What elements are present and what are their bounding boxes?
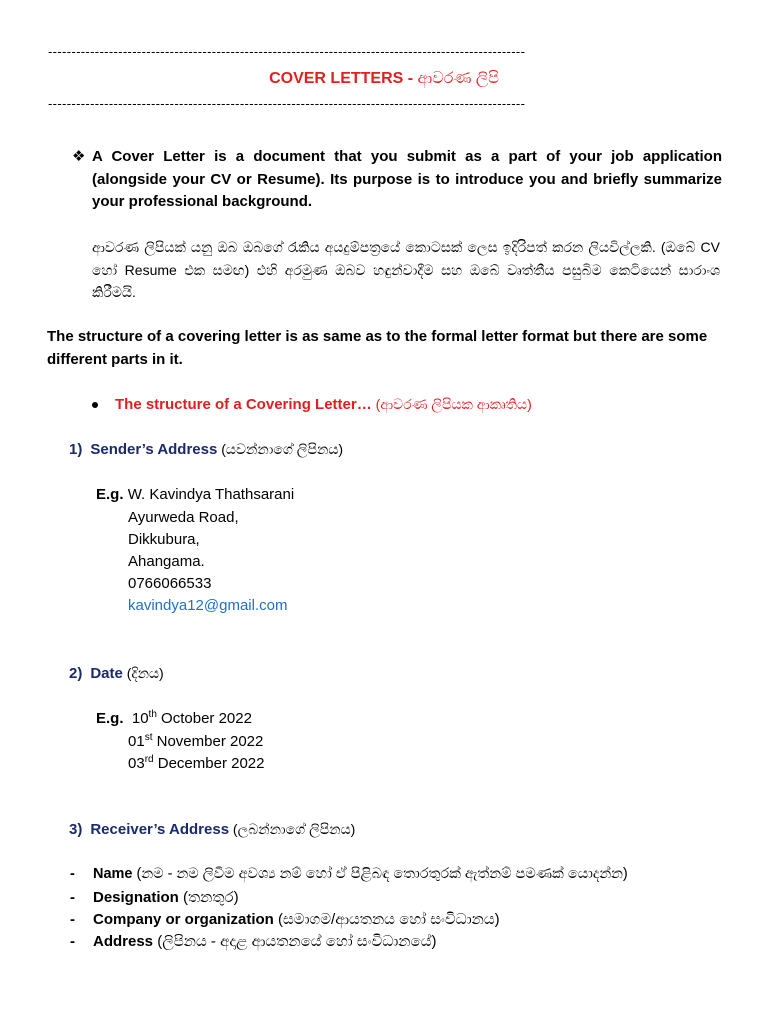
date-day: 03 — [128, 755, 145, 772]
intro-english-text: A Cover Letter is a document that you submit as a part of your job application (alongside your CV or Resume). Its purpose is to introduce you and briefly summarize your professional background. — [92, 148, 722, 210]
receiver-item-company — [70, 911, 730, 928]
dash-bullet-icon: - — [70, 933, 75, 950]
date-line — [128, 754, 265, 772]
dash-bullet-icon: - — [70, 889, 75, 906]
receiver-item-label: Address — [93, 933, 154, 950]
section-number: 2) — [69, 665, 83, 682]
receiver-item-label: Designation — [93, 889, 179, 906]
section-heading-sender — [69, 441, 343, 458]
receiver-item-label: Company or organization — [93, 911, 274, 928]
section-sinhala: (දිනය) — [122, 665, 164, 681]
section-label: Receiver’s Address — [90, 821, 230, 838]
date-rest: December 2022 — [153, 755, 265, 772]
receiver-item-sinhala: (ලිපිනය - අදාළ ආයතනයේ හෝ සංවිධානයේ) — [153, 933, 437, 950]
diamond-bullet-icon: ❖ — [72, 148, 86, 165]
date-rest: October 2022 — [156, 710, 252, 727]
receiver-item-address — [70, 933, 730, 950]
page-title — [0, 70, 768, 88]
date-suffix: st — [144, 732, 153, 743]
section-number: 3) — [69, 821, 83, 838]
receiver-item-sinhala: (නම - නම ලිවීම අවශ්‍ය නම් හෝ ඒ පිළිබඳ තොරතුරක් ඇත්නම් පමණක් යොදන්න) — [132, 866, 628, 882]
dash-bullet-icon: - — [70, 866, 75, 882]
date-eg-line — [96, 709, 252, 727]
date-rest: November 2022 — [152, 733, 264, 750]
section-sinhala: (යවන්නාගේ ලිපිනය) — [217, 441, 344, 457]
structure-heading-english: The structure of a Covering Letter… — [115, 396, 372, 413]
bottom-separator: ------------------------------------------------------------------------------------------------------ — [48, 96, 526, 111]
section-heading-receiver — [69, 821, 355, 838]
sender-name: W. Kavindya Thathsarani — [127, 486, 295, 503]
receiver-item-designation — [70, 889, 730, 906]
intro-sinhala-text: ආවරණ ලිපියක් යනු ඔබ ඔබගේ රැකිය අයදුම්පත්‍රයේ කොටසක් ලෙස ඉදිරිපත් කරන ලියවිල්ලකි. (ඔබේ CV හෝ Resume එක සමඟ) එහි අරමුණ ඔබව හඳුන්වාදීම සහ ඔබේ වෘත්තීය පසුබිම කෙටියෙන් සාරාංශ කිරීමයි. — [92, 239, 720, 300]
section-sinhala: (ලබන්නාගේ ලිපිනය) — [229, 821, 356, 837]
section-label: Date — [90, 665, 123, 682]
sender-address-line: Ahangama. — [128, 553, 205, 570]
dash-bullet-icon: - — [70, 911, 75, 928]
title-english: COVER LETTERS — [269, 70, 404, 87]
receiver-item-sinhala: (සමාගම/ආයතනය හෝ සංවිධානය) — [273, 911, 500, 928]
section-label: Sender’s Address — [90, 441, 218, 458]
title-sinhala: ආවරණ ලිපි — [417, 70, 499, 87]
receiver-item-label: Name — [93, 866, 133, 882]
date-suffix: rd — [144, 754, 154, 765]
date-day: 10 — [131, 710, 149, 727]
eg-label: E.g. — [96, 710, 124, 727]
section-number: 1) — [69, 441, 83, 458]
date-day: 01 — [128, 733, 145, 750]
receiver-item-sinhala: (තනතුර) — [178, 889, 239, 906]
date-suffix: th — [148, 709, 157, 720]
intro-bullet — [72, 146, 722, 214]
top-separator: ------------------------------------------------------------------------------------------------------ — [48, 44, 526, 59]
date-line — [128, 732, 263, 750]
eg-label: E.g. — [96, 486, 124, 503]
structure-heading — [92, 396, 532, 413]
structure-heading-sinhala: (ආවරණ ලිපියක ආකෘතිය) — [371, 396, 532, 412]
sender-address-line: Dikkubura, — [128, 531, 200, 548]
title-dash: - — [403, 70, 418, 87]
bullet-dot-icon — [92, 402, 98, 408]
sender-address-line: Ayurweda Road, — [128, 509, 239, 526]
structure-description: The structure of a covering letter is as same as to the formal letter format but there are some different parts in it. — [47, 328, 708, 368]
receiver-item-name — [70, 866, 730, 882]
sender-eg-line — [96, 486, 294, 503]
section-heading-date — [69, 665, 164, 682]
sender-email: kavindya12@gmail.com — [128, 597, 288, 614]
sender-phone: 0766066533 — [128, 575, 212, 592]
